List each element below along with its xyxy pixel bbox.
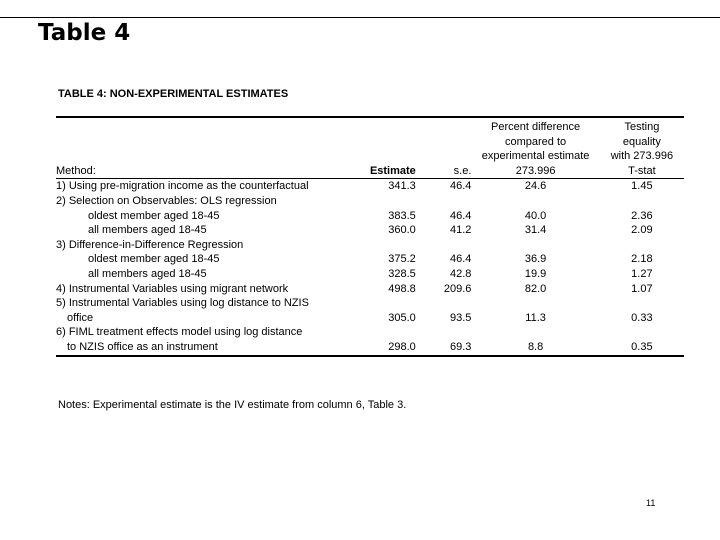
row-tstat: 2.36 [631,209,653,222]
header-percent-line-3: experimental estimate [481,150,590,163]
row-estimate: 375.2 [388,253,416,266]
row-estimate: 298.0 [368,340,416,356]
table-row [56,267,684,282]
row-method: oldest member aged 18-45 [88,253,220,266]
header-percent-line-1: Percent difference [471,117,599,135]
row-se: 46.4 [449,253,472,266]
row-tstat [600,325,684,340]
row-estimate: 498.8 [388,282,416,295]
row-se: 46.4 [449,180,472,193]
row-tstat: 1.07 [631,282,653,295]
header-tstat-line-1: Testing [600,117,684,135]
row-method: oldest member aged 18-45 [88,209,220,222]
row-method: 1) Using pre-migration income as the counterfactual [56,180,309,193]
row-estimate: 305.0 [388,311,416,324]
table-row [56,311,684,326]
row-method: 6) FIML treatment effects model using log distance [56,326,303,339]
row-se [416,325,472,340]
table-row [56,194,684,209]
row-tstat [600,194,684,209]
row-se: 41.2 [449,224,472,237]
row-se [416,194,472,209]
table-notes: Notes: Experimental estimate is the IV estimate from column 6, Table 3. [58,399,407,411]
slide-title: Table 4 [38,20,131,46]
row-percent: 82.0 [524,282,547,295]
row-method: all members aged 18-45 [88,267,207,280]
row-percent: 31.4 [524,224,547,237]
row-estimate: 360.0 [388,224,416,237]
row-estimate [368,325,416,340]
header-estimate: Estimate [368,164,416,179]
row-tstat [600,296,684,311]
row-tstat: 2.09 [631,224,653,237]
table-row [56,325,684,340]
row-tstat: 1.27 [631,267,653,280]
row-tstat: 1.45 [631,180,653,193]
row-tstat: 0.33 [631,311,653,324]
row-estimate [368,296,416,311]
row-se [416,296,472,311]
header-tstat-line-3: with 273.996 [610,150,674,163]
header-tstat-line-4: T-stat [600,164,684,179]
row-estimate [368,194,416,209]
row-percent: 36.9 [524,253,547,266]
row-se: 42.8 [449,267,472,280]
top-rule [0,17,720,18]
row-percent [471,325,599,340]
header-percent-line-4: 273.996 [471,164,599,179]
estimates-table [56,116,684,357]
row-tstat: 0.35 [600,340,684,356]
row-percent [471,296,599,311]
row-method: office [67,311,94,324]
row-percent: 40.0 [524,209,547,222]
row-method: all members aged 18-45 [88,224,207,237]
table-row [56,340,684,356]
header-percent-line-2: compared to [505,135,567,148]
row-estimate: 328.5 [388,267,416,280]
row-se: 209.6 [443,282,472,295]
header-tstat-line-2: equality [622,135,661,148]
row-estimate: 341.3 [388,180,416,193]
table-row [56,252,684,267]
table-row [56,238,684,253]
row-se: 46.4 [449,209,472,222]
row-tstat: 2.18 [631,253,653,266]
row-method: 4) Instrumental Variables using migrant network [56,282,289,295]
table-row [56,282,684,297]
table-row [56,179,684,194]
header-method: Method: [56,164,368,179]
row-percent: 8.8 [471,340,599,356]
row-method: 3) Difference-in-Difference Regression [56,238,244,251]
table-row [56,296,684,311]
row-percent: 19.9 [524,267,547,280]
row-tstat [600,238,684,253]
row-se: 69.3 [416,340,472,356]
row-se: 93.5 [449,311,472,324]
row-estimate [368,238,416,253]
row-method: to NZIS office as an instrument [56,340,368,356]
table-row [56,209,684,224]
row-method: 2) Selection on Observables: OLS regression [56,194,277,207]
page-number: 11 [646,498,656,508]
row-percent [471,194,599,209]
row-estimate: 383.5 [388,209,416,222]
row-percent: 24.6 [524,180,547,193]
row-percent [471,238,599,253]
table-heading: TABLE 4: NON-EXPERIMENTAL ESTIMATES [58,88,289,100]
row-percent: 11.3 [525,311,546,324]
table-row [56,223,684,238]
row-se [416,238,472,253]
row-method: 5) Instrumental Variables using log distance to NZIS [56,297,309,310]
header-se: s.e. [416,164,472,179]
